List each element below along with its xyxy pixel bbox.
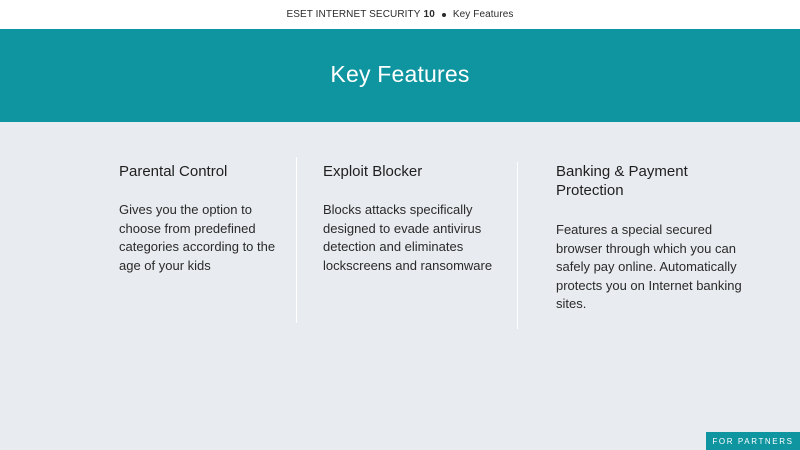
- feature-description: Blocks attacks specifically designed to evade antivirus detection and eliminates lockscreens and ransomware: [323, 202, 493, 273]
- product-version: 10: [423, 9, 435, 20]
- feature-title: Parental Control: [119, 163, 228, 180]
- column-divider: [517, 162, 518, 329]
- bullet-separator-icon: [442, 13, 446, 17]
- feature-description: Gives you the option to choose from predefined categories according to the age of your kids: [119, 202, 276, 273]
- title-banner: [0, 29, 800, 122]
- feature-description: Features a special secured browser through which you can safely pay online. Automatically protects you on Internet banking sites.: [556, 222, 742, 312]
- feature-column-banking-protection: [556, 162, 746, 314]
- feature-title: Exploit Blocker: [323, 163, 423, 180]
- product-name: ESET INTERNET SECURITY: [286, 9, 421, 20]
- feature-column-parental-control: [119, 162, 284, 275]
- top-header: [0, 0, 800, 29]
- feature-title: Banking & Payment Protection: [556, 163, 688, 199]
- column-divider: [296, 157, 297, 323]
- section-name: Key Features: [452, 9, 514, 20]
- page-title: Key Features: [330, 61, 470, 87]
- feature-column-exploit-blocker: [323, 162, 503, 275]
- for-partners-badge: FOR PARTNERS: [706, 432, 800, 450]
